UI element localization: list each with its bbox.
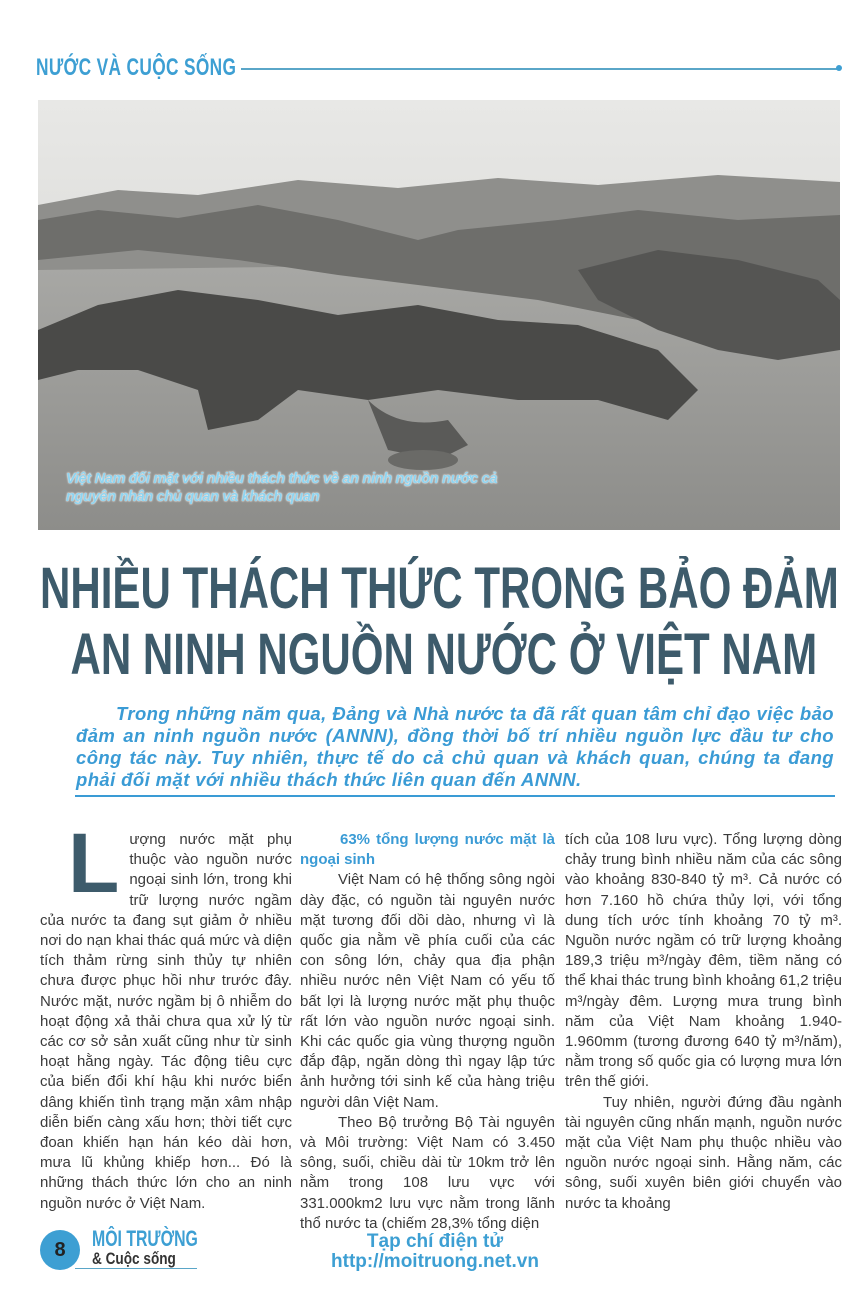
title-line-2: AN NINH NGUỒN NƯỚC Ở VIỆT NAM: [70, 622, 818, 687]
footer-rule: [75, 1268, 197, 1269]
magazine-logo: [92, 1228, 239, 1268]
article-intro: Trong những năm qua, Đảng và Nhà nước ta đã rất quan tâm chỉ đạo việc bảo đảm an ninh nguồn nước (ANNN), đồng thời bố trí nhiều nguồn lực đầu tư cho công tác này. Tuy nhiên, thực tế do cả chủ quan và khách quan, chúng ta đang phải đối mặt với nhiều thách thức liên quan đến ANNN.: [76, 703, 834, 790]
subheading: 63% tổng lượng nước mặt là ngoại sinh: [300, 831, 555, 869]
photo-caption: Việt Nam đối mặt với nhiều thách thức về an ninh nguồn nước cả nguyên nhân chủ quan và khách quan: [66, 471, 498, 505]
drop-cap: L: [68, 816, 120, 910]
page-number: 8: [40, 1230, 80, 1270]
paragraph: Việt Nam có hệ thống sông ngòi dày đặc, có nguồn tài nguyên nước mặt tương đối dồi dào, nhưng vì là quốc gia nằm về phía cuối của các con sông lớn, chảy qua địa phận nhiều nước nên Việt Nam có yếu tố bất lợi là lượng nước mặt phụ thuộc rất lớn vào nguồn nước ngoại sinh. Khi các quốc gia vùng thượng nguồn đắp đập, ngăn dòng thì ngay lập tức ảnh hưởng tới sinh kế của hàng triệu người dân Việt Nam.: [300, 871, 555, 1111]
title-line-1: NHIỀU THÁCH THỨC TRONG BẢO ĐẢM: [40, 556, 839, 621]
site-label: Tạp chí điện tử: [366, 1231, 504, 1252]
section-dot-icon: [836, 65, 842, 71]
paragraph: tích của 108 lưu vực). Tổng lượng dòng chảy trung bình nhiều năm của các sông vào khoảng 830-840 tỷ m³. Cả nước có hơn 7.160 hồ chứa thủy lợi, với tổng dung tích ước tính khoảng 70 tỷ m³. Nguồn nước ngầm có trữ lượng khoảng 189,3 triệu m³/ngày đêm, tiềm năng có thể khai thác trung bình khoảng 61,2 triệu m³/ngày đêm. Lượng mưa trung bình năm của Việt Nam khoảng 1.940-1.960mm (tương đương 640 tỷ m³/năm), nằm trong số quốc gia có lượng mưa lớn trên thế giới.: [565, 831, 842, 1091]
logo-bottom-text: & Cuộc sống: [92, 1249, 176, 1268]
paragraph: Tuy nhiên, người đứng đầu ngành tài nguyên cũng nhấn mạnh, nguồn nước mặt của Việt Nam phụ thuộc nhiều vào nguồn nước ngoại sinh. Hằng năm, các sông, suối xuyên biên giới chuyển vào nước ta khoảng: [565, 1093, 842, 1212]
section-label: NƯỚC VÀ CUỘC SỐNG: [36, 54, 237, 81]
section-rule: [241, 68, 838, 70]
article-photo: [38, 100, 840, 530]
column-2: [300, 830, 555, 1234]
column-1: [40, 816, 292, 1214]
article-title: [40, 556, 838, 688]
site-url[interactable]: http://moitruong.net.vn: [331, 1251, 539, 1272]
logo-top-text: MÔI TRƯỜNG: [92, 1226, 198, 1251]
intro-divider: [75, 795, 835, 797]
column-3: [565, 830, 842, 1214]
paragraph: Theo Bộ trưởng Bộ Tài nguyên và Môi trường: Việt Nam có 3.450 sông, suối, chiều dài từ 10km trở lên nằm trong 108 lưu vực với 331.000km2 lưu vực nằm trong lãnh thổ nước ta (chiếm 28,3% tổng diện: [300, 1113, 555, 1232]
section-header: [36, 54, 842, 82]
footer-website: [300, 1232, 570, 1272]
paragraph: ượng nước mặt phụ thuộc vào nguồn nước ngoại sinh lớn, trong khi trữ lượng nước ngầm của nước ta đang sụt giảm ở nhiều nơi do nạn khai thác quá mức và diện tích thảm rừng sinh thủy tự nhiên chưa được phục hồi như trước đây. Nước mặt, nước ngầm bị ô nhiễm do hoạt động xả thải chưa qua xử lý từ các cơ sở sản xuất cũng như từ sinh hoạt hằng ngày. Tác động tiêu cực của biến đổi khí hậu khi nước biển dâng khiến tình trạng mặn xâm nhập diễn biến càng xấu hơn; thời tiết cực đoan khiến hạn hán kéo dài hơn, mưa lũ khủng khiếp hơn... Đó là những thách thức lớn cho an ninh nguồn nước ở Việt Nam.: [40, 831, 292, 1212]
